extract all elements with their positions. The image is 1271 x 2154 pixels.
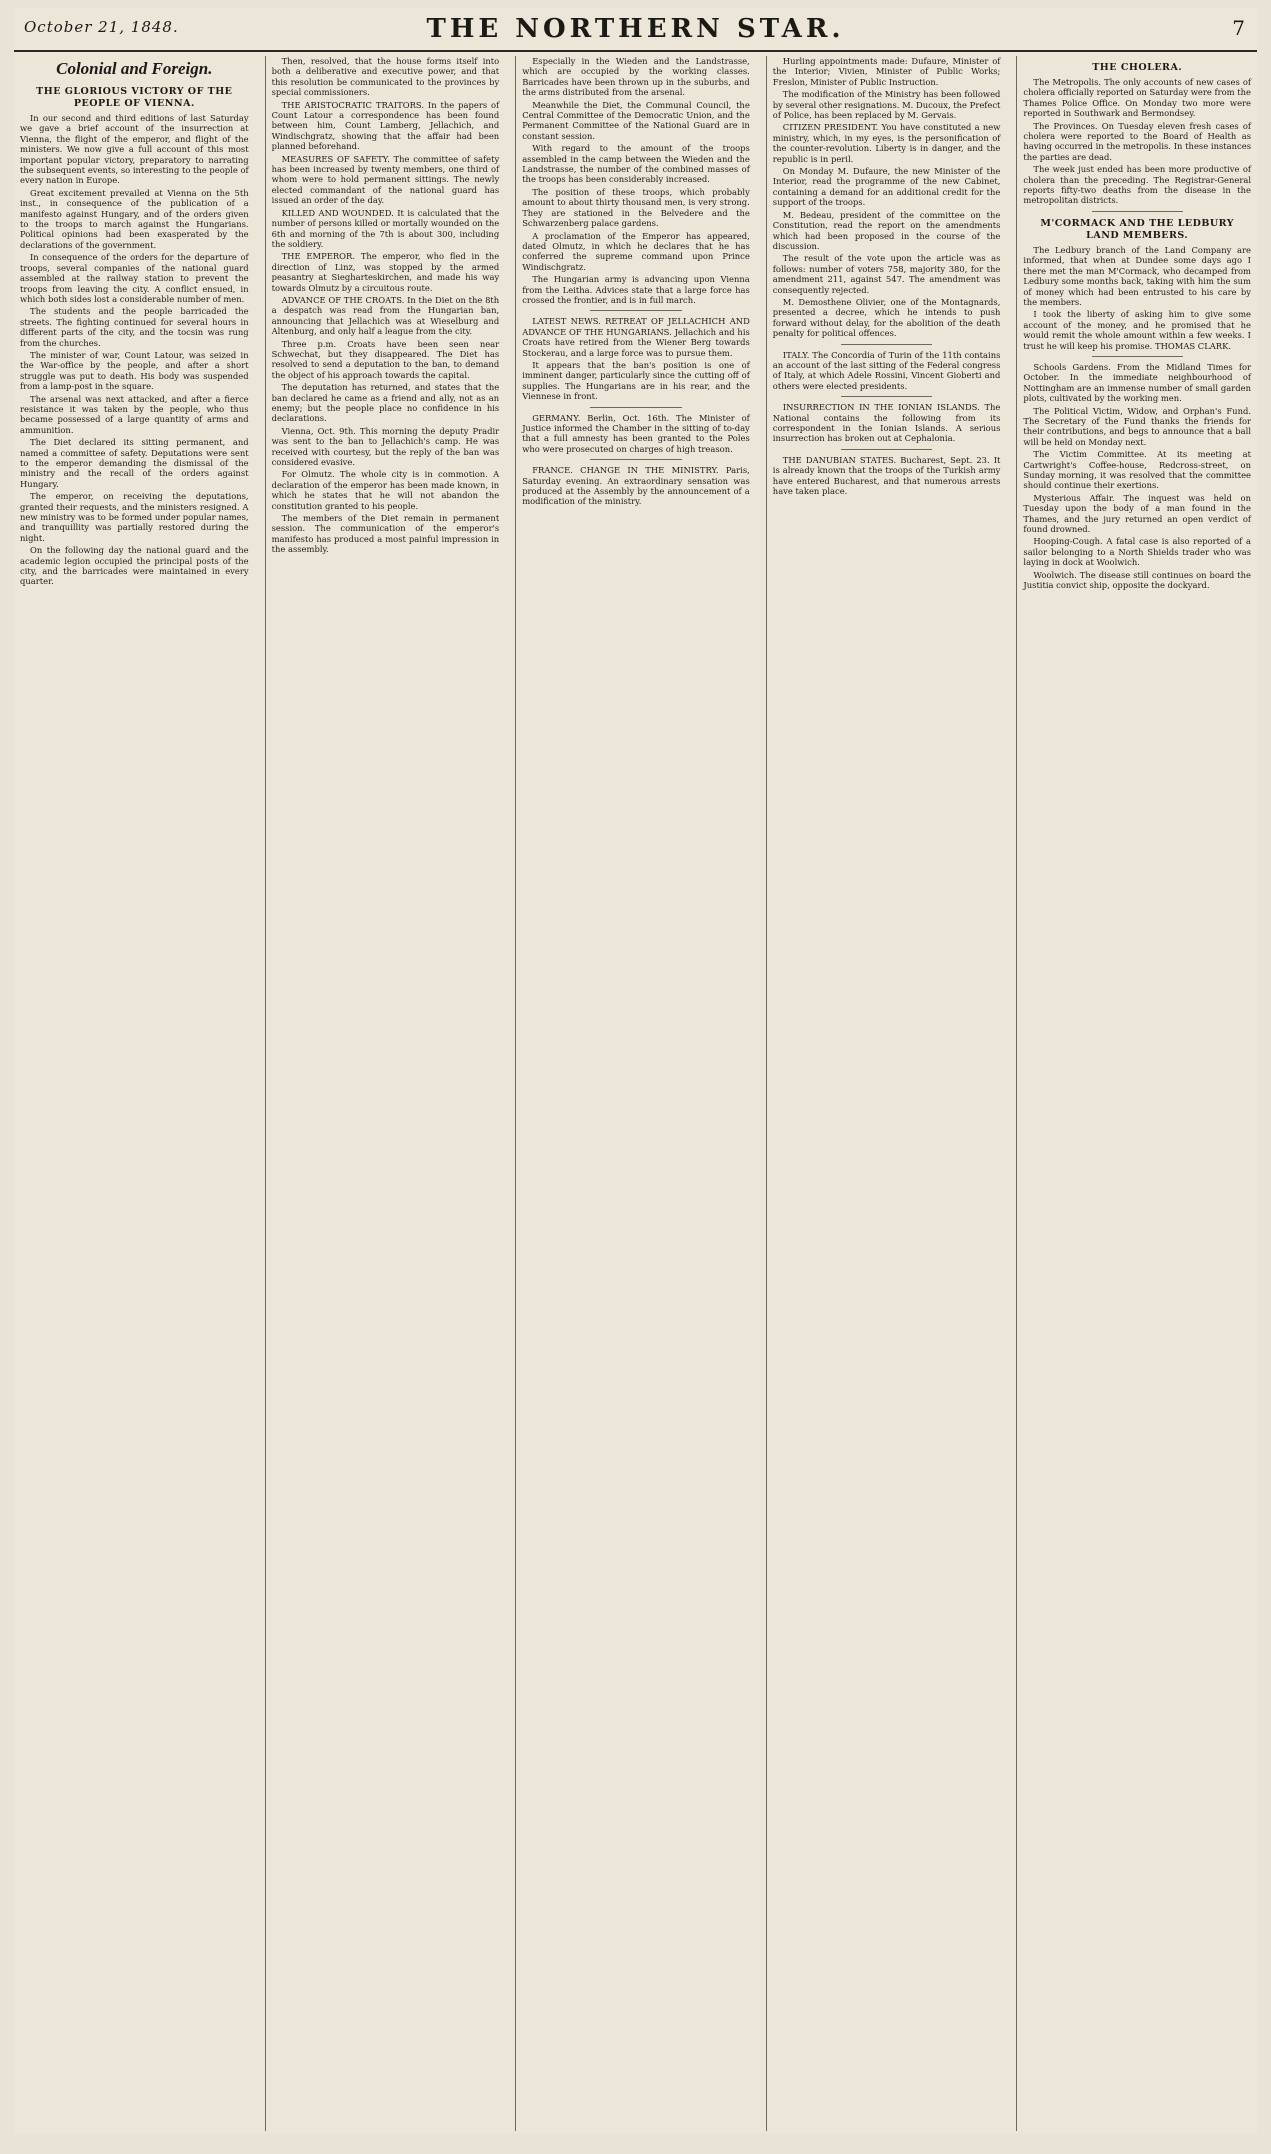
article-paragraph: THE EMPEROR. The emperor, who fled in the direction of Linz, was stopped by the armed peasantry at Siegharteskirchen, and made his way towards Olmutz by a circuitous route. [271,251,500,293]
article-paragraph: Great excitement prevailed at Vienna on the 5th inst., in consequence of the publication of a manifesto against Hungary, and of the orders given to the troops to march against the Hungarians. Political opinions had been exasperated by the declarations of the government. [20,187,249,250]
article-paragraph: The Victim Committee. At its meeting at Cartwright's Coffee-house, Redcross-street, on Sunday morning, it was resolved that the committee should continue their exertions. [1023,449,1251,491]
newspaper-page [14,8,1257,2134]
issue-date: October 21, 1848. [24,18,179,36]
article-paragraph: It appears that the ban's position is one of imminent danger, particularly since the cutting off of supplies. The Hungarians are in his rear, and the Viennese in front. [522,359,750,402]
article-paragraph: KILLED AND WOUNDED. It is calculated that the number of persons killed or mortally wounded on the 6th and morning of the 7th is about 300, including the soldiery. [271,207,500,249]
article-paragraph: Vienna, Oct. 9th. This morning the deputy Pradir was sent to the ban to Jellachich's camp. He was received with courtesy, but the reply of the ban was considered evasive. [271,425,500,468]
article-paragraph: In consequence of the orders for the departure of troops, several companies of the national guard assembled at the railway station to prevent the troops from leaving the city. A conflict ensued, in which both sides lost a considerable number of men. [20,252,249,304]
article-paragraph: FRANCE. CHANGE IN THE MINISTRY. Paris, Saturday evening. An extraordinary sensation was produced at the Assembly by the announcement of a modification of the ministry. [522,465,750,507]
article-paragraph: LATEST NEWS. RETREAT OF JELLACHICH AND ADVANCE OF THE HUNGARIANS. Jellachich and his Croats have retired from the Wiener Berg towards Stockerau, and a large force was to pursue them. [522,316,750,358]
article-paragraph: THE DANUBIAN STATES. Bucharest, Sept. 23. It is already known that the troops of the Turkish army have entered Bucharest, and that numerous arrests have taken place. [772,454,1001,497]
masthead [14,8,1257,52]
article-paragraph: Hooping-Cough. A fatal case is also reported of a sailor belonging to a North Shields trader who was laying in dock at Woolwich. [1023,536,1251,568]
section-divider [841,396,932,397]
article-paragraph: On Monday M. Dufaure, the new Minister of the Interior, read the programme of the new Cabinet, containing a demand for an additional credit for the support of the troops. [772,166,1001,208]
article-paragraph: The position of these troops, which probably amount to about thirty thousand men, is very strong. They are stationed in the Belvedere and the Schwarzenberg palace gardens. [522,186,750,229]
article-paragraph: The students and the people barricaded the streets. The fighting continued for several hours in different parts of the city, and the tocsin was rung from the churches. [20,306,249,348]
article-paragraph: The Provinces. On Tuesday eleven fresh cases of cholera were reported to the Board of Health as having occurred in the metropolis. In these instances the parties are dead. [1023,120,1251,162]
article-paragraph: The result of the vote upon the article was as follows: number of voters 758, majority 380, for the amendment 211, against 547. The amendment was consequently rejected. [772,253,1001,295]
article-paragraph: With regard to the amount of the troops assembled in the camp between the Wieden and the Landstrasse, the number of the combined masses of the troops has been considerably increased. [522,143,750,185]
article-paragraph: The deputation has returned, and states that the ban declared he came as a friend and ally, not as an enemy; but the people place no confidence in his declarations. [271,382,500,424]
article-paragraph: Mysterious Affair. The inquest was held on Tuesday upon the body of a man found in the Thames, and the jury returned an open verdict of found drowned. [1023,492,1251,535]
article-paragraph: Three p.m. Croats have been seen near Schwechat, but they disappeared. The Diet has resolved to send a deputation to the ban, to demand the object of his approach towards the capital. [271,338,500,380]
section-heading: Colonial and Foreign. [56,59,213,78]
cholera-heading: THE CHOLERA. [1092,62,1183,73]
article-paragraph: Especially in the Wieden and the Landstrasse, which are occupied by the working classes. Barricades have been thrown up in the suburbs, and the arms distributed from the arsenal. [522,56,750,98]
article-paragraph: Meanwhile the Diet, the Communal Council, the Central Committee of the Democratic Union, and the Permanent Committee of the National Guard are in constant session. [522,99,750,141]
page-number: 7 [1232,16,1245,40]
article-paragraph: The Diet declared its sitting permanent, and named a committee of safety. Deputations were sent to the emperor demanding the dismissal of the ministry and the recall of the orders against Hungary. [20,437,249,489]
section-divider [1092,356,1183,357]
article-paragraph: Woolwich. The disease still continues on board the Justitia convict ship, opposite the dockyard. [1023,569,1251,591]
article-paragraph: The Ledbury branch of the Land Company are informed, that when at Dundee some days ago I there met the man M'Cormack, who decamped from Ledbury some months back, taking with him the sum of money which had been entrusted to his care by the members. [1023,244,1251,307]
article-paragraph: The Hungarian army is advancing upon Vienna from the Leitha. Advices state that a large force has crossed the frontier, and is in full march. [522,274,750,305]
article-paragraph: CITIZEN PRESIDENT. You have constituted a new ministry, which, in my eyes, is the personification of the counter-revolution. Liberty is in danger, and the republic is in peril. [772,122,1001,164]
article-headline: THE GLORIOUS VICTORY OF THE PEOPLE OF VIENNA. [36,86,233,109]
article-paragraph: GERMANY. Berlin, Oct. 16th. The Minister of Justice informed the Chamber in the sitting of to-day that a full amnesty has been granted to the Poles who were prosecuted on charges of high treason. [522,412,750,454]
newspaper-title: THE NORTHERN STAR. [426,14,845,44]
article-paragraph: THE ARISTOCRATIC TRAITORS. In the papers of Count Latour a correspondence has been found between him, Count Lamberg, Jellachich, and Windischgratz, showing that the affair had been planned beforehand. [271,99,500,152]
article-paragraph: M. Bedeau, president of the committee on the Constitution, read the report on the amendments which had been proposed in the course of the discussion. [772,209,1001,251]
article-paragraph: Schools Gardens. From the Midland Times for October. In the immediate neighbourhood of Nottingham are an immense number of small garden plots, cultivated by the working men. [1023,361,1251,404]
column-5 [1016,56,1257,2131]
article-paragraph: Hurling appointments made: Dufaure, Minister of the Interior; Vivien, Minister of Public Works; Freslon, Minister of Public Instruction. [772,56,1001,87]
section-divider [841,344,932,345]
article-paragraph: ITALY. The Concordia of Turin of the 11th contains an account of the last sitting of the Federal congress of Italy, at which Adele Rossini, Vincent Gioberti and others were elected presidents. [772,349,1001,391]
section-divider [590,459,681,460]
article-paragraph: In our second and third editions of last Saturday we gave a brief account of the insurrection at Vienna, the flight of the emperor, and flight of the ministers. We now give a full account of this most important popular victory, preparatory to narrating the subsequent events, so interesting to the people of every nation in Europe. [20,113,249,186]
section-divider [1092,211,1183,212]
article-paragraph: I took the liberty of asking him to give some account of the money, and he promised that he would remit the whole amount within a few weeks. I trust he will keep his promise. THOMAS CLARK. [1023,309,1251,351]
section-divider [590,310,681,311]
column-1 [14,56,255,2131]
article-paragraph: The members of the Diet remain in permanent session. The communication of the emperor's manifesto has produced a most painful impression in the assembly. [271,513,500,555]
article-columns [14,56,1257,2131]
column-2 [265,56,506,2131]
article-paragraph: ADVANCE OF THE CROATS. In the Diet on the 8th a despatch was read from the Hungarian ban, announcing that Jellachich was at Wieselburg and Altenburg, and only half a league from the city. [271,294,500,337]
article-paragraph: The modification of the Ministry has been followed by several other resignations. M. Ducoux, the Prefect of Police, has been replaced by M. Gervais. [772,89,1001,121]
section-divider [590,407,681,408]
article-paragraph: INSURRECTION IN THE IONIAN ISLANDS. The National contains the following from its correspondent in the Ionian Islands. A serious insurrection has broken out at Cephalonia. [772,402,1001,444]
article-paragraph: The emperor, on receiving the deputations, granted their requests, and the ministers resigned. A new ministry was to be formed under popular names, and tranquillity was partially restored during the night. [20,491,249,543]
article-paragraph: The week just ended has been more productive of cholera than the preceding. The Registrar-General reports fifty-two deaths from the disease in the metropolitan districts. [1023,164,1251,206]
article-paragraph: MEASURES OF SAFETY. The committee of safety has been increased by twenty members, one third of whom were to hold permanent sittings. The newly elected commandant of the national guard has issued an order of the day. [271,153,500,206]
article-paragraph: On the following day the national guard and the academic legion occupied the principal posts of the city, and the barricades were maintained in every quarter. [20,545,249,587]
article-paragraph: The Metropolis. The only accounts of new cases of cholera officially reported on Saturday were from the Thames Police Office. On Monday two more were reported in Southwark and Bermondsey. [1023,77,1251,119]
article-paragraph: Then, resolved, that the house forms itself into both a deliberative and executive power, and that this resolution be communicated to the provinces by special commissioners. [271,56,500,98]
article-paragraph: For Olmutz. The whole city is in commotion. A declaration of the emperor has been made known, in which he states that he will not abandon the constitution granted to his people. [271,469,500,511]
article-paragraph: A proclamation of the Emperor has appeared, dated Olmutz, in which he declares that he has conferred the supreme command upon Prince Windischgratz. [522,230,750,272]
column-3 [515,56,756,2131]
article-paragraph: The Political Victim, Widow, and Orphan's Fund. The Secretary of the Fund thanks the friends for their contributions, and begs to announce that a ball will be held on Monday next. [1023,405,1251,447]
mccormack-heading: M'CORMACK AND THE LEDBURY LAND MEMBERS. [1040,217,1235,241]
article-paragraph: M. Demosthene Olivier, one of the Montagnards, presented a decree, which he intends to push forward without delay, for the abolition of the death penalty for political offences. [772,296,1001,339]
section-divider [841,449,932,450]
article-paragraph: The minister of war, Count Latour, was seized in the War-office by the people, and after a short struggle was put to death. His body was suspended from a lamp-post in the square. [20,349,249,392]
article-paragraph: The arsenal was next attacked, and after a fierce resistance it was taken by the people, who thus became possessed of a large quantity of arms and ammunition. [20,393,249,435]
column-4 [766,56,1007,2131]
